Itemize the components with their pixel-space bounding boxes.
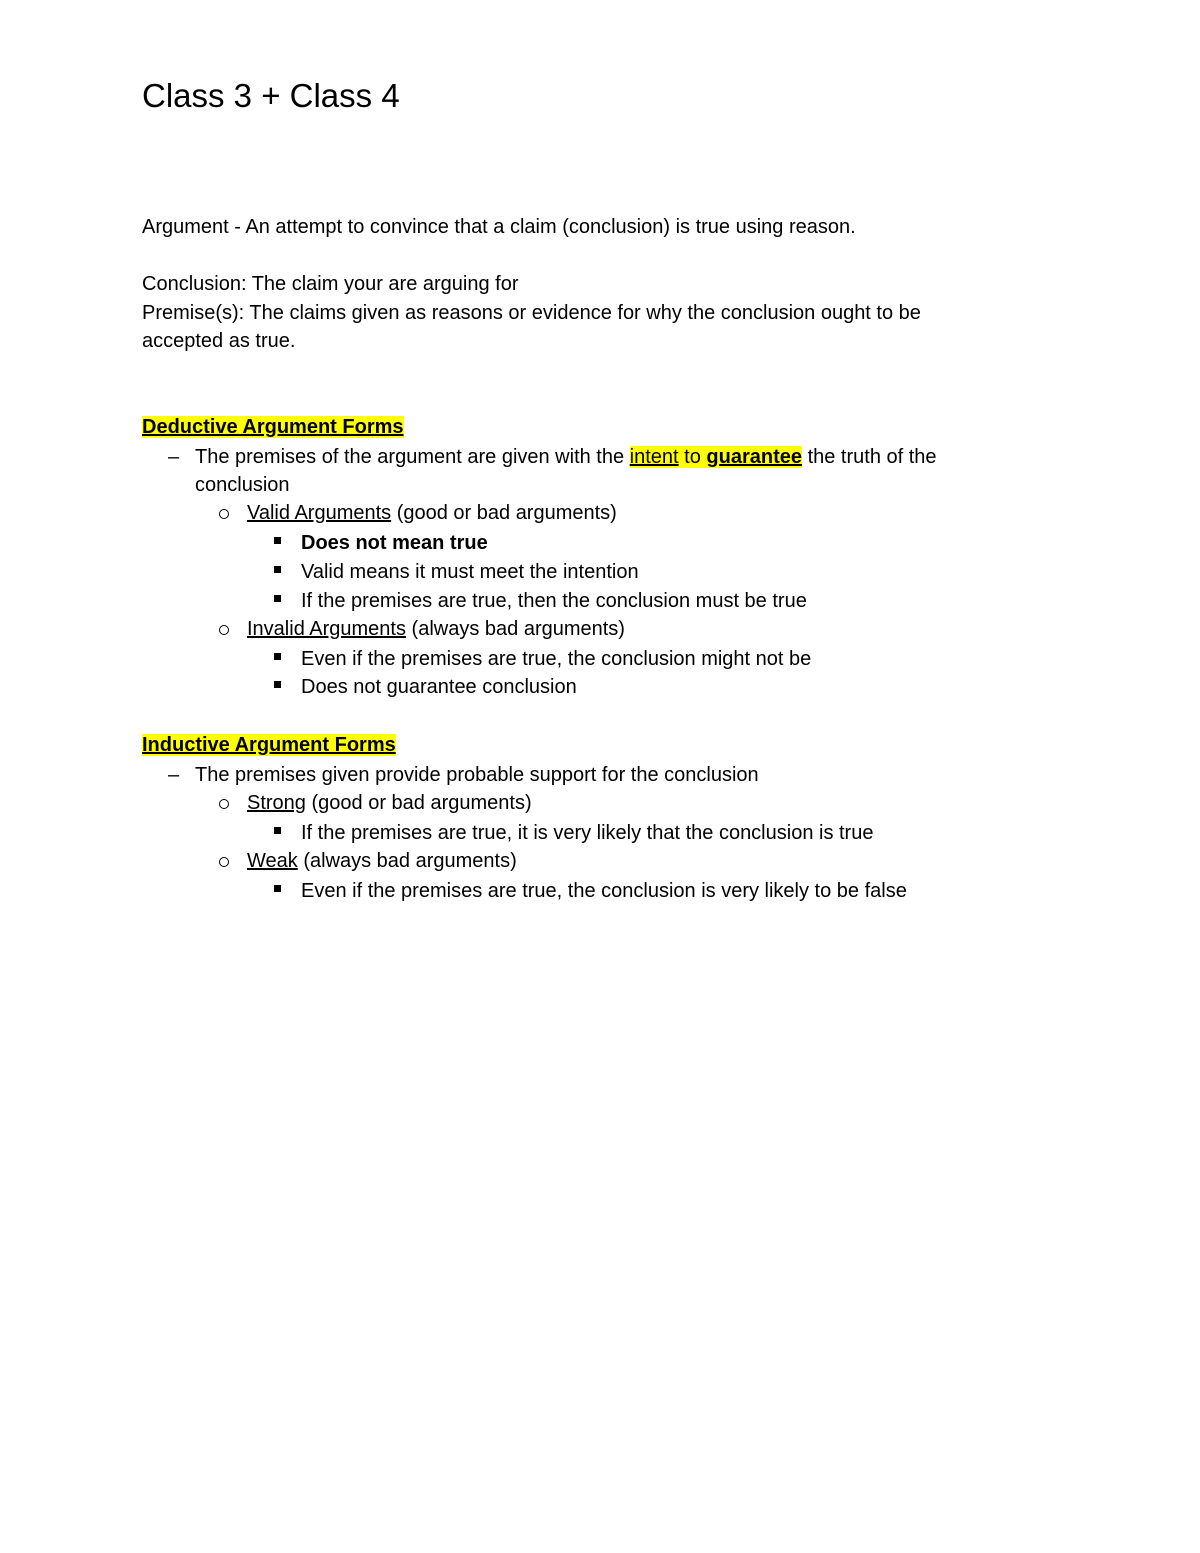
valid-arguments-suffix: (good or bad arguments) xyxy=(391,502,617,524)
circle-bullet xyxy=(219,799,229,809)
valid-item: If the premises are true, then the conclusion must be true xyxy=(301,590,807,612)
invalid-arguments-suffix: (always bad arguments) xyxy=(405,618,625,640)
square-bullet xyxy=(274,595,281,602)
square-bullet xyxy=(274,537,281,544)
valid-item: Valid means it must meet the intention xyxy=(301,561,639,583)
strong-item: If the premises are true, it is very likely that the conclusion is true xyxy=(301,822,874,844)
weak-item: Even if the premises are true, the conclusion is very likely to be false xyxy=(301,880,907,902)
weak-line xyxy=(247,847,517,875)
valid-arguments-label: Valid Arguments xyxy=(247,502,392,524)
deductive-heading xyxy=(142,413,404,441)
inductive-point: The premises given provide probable support for the conclusion xyxy=(195,764,759,786)
weak-suffix: (always bad arguments) xyxy=(297,850,517,872)
strong-suffix: (good or bad arguments) xyxy=(305,792,532,814)
to-highlight: to xyxy=(684,446,701,468)
argument-definition: Argument - An attempt to convince that a claim (conclusion) is true using reason. xyxy=(142,216,856,238)
deductive-point-post: the truth of the xyxy=(802,446,937,468)
square-bullet xyxy=(274,827,281,834)
deductive-heading-text: Deductive Argument Forms xyxy=(142,416,404,438)
invalid-item: Does not guarantee conclusion xyxy=(301,676,577,698)
square-bullet xyxy=(274,566,281,573)
dash-bullet: – xyxy=(168,764,180,786)
deductive-point-line2: conclusion xyxy=(195,474,290,496)
square-bullet xyxy=(274,653,281,660)
invalid-arguments-label: Invalid Arguments xyxy=(247,618,406,640)
conclusion-definition: Conclusion: The claim your are arguing for xyxy=(142,273,519,295)
invalid-arguments-line xyxy=(247,615,625,643)
inductive-heading xyxy=(142,731,396,759)
page-title: Class 3 + Class 4 xyxy=(142,77,400,114)
square-bullet xyxy=(274,681,281,688)
deductive-point-line1 xyxy=(195,443,937,471)
valid-arguments-line xyxy=(247,499,617,527)
square-bullet xyxy=(274,885,281,892)
dash-bullet: – xyxy=(168,446,180,468)
premises-definition-line2: accepted as true. xyxy=(142,330,296,352)
deductive-point-pre: The premises of the argument are given with the xyxy=(195,446,630,468)
valid-item: Does not mean true xyxy=(301,532,488,554)
inductive-heading-text: Inductive Argument Forms xyxy=(142,734,396,756)
circle-bullet xyxy=(219,509,229,519)
strong-label: Strong xyxy=(247,792,306,814)
intent-highlight: intent xyxy=(629,446,679,468)
weak-label: Weak xyxy=(247,850,298,872)
circle-bullet xyxy=(219,857,229,867)
guarantee-highlight: guarantee xyxy=(706,446,803,468)
strong-line xyxy=(247,789,532,817)
circle-bullet xyxy=(219,625,229,635)
invalid-item: Even if the premises are true, the conclusion might not be xyxy=(301,648,812,670)
premises-definition-line1: Premise(s): The claims given as reasons or evidence for why the conclusion ought to be xyxy=(142,302,921,324)
